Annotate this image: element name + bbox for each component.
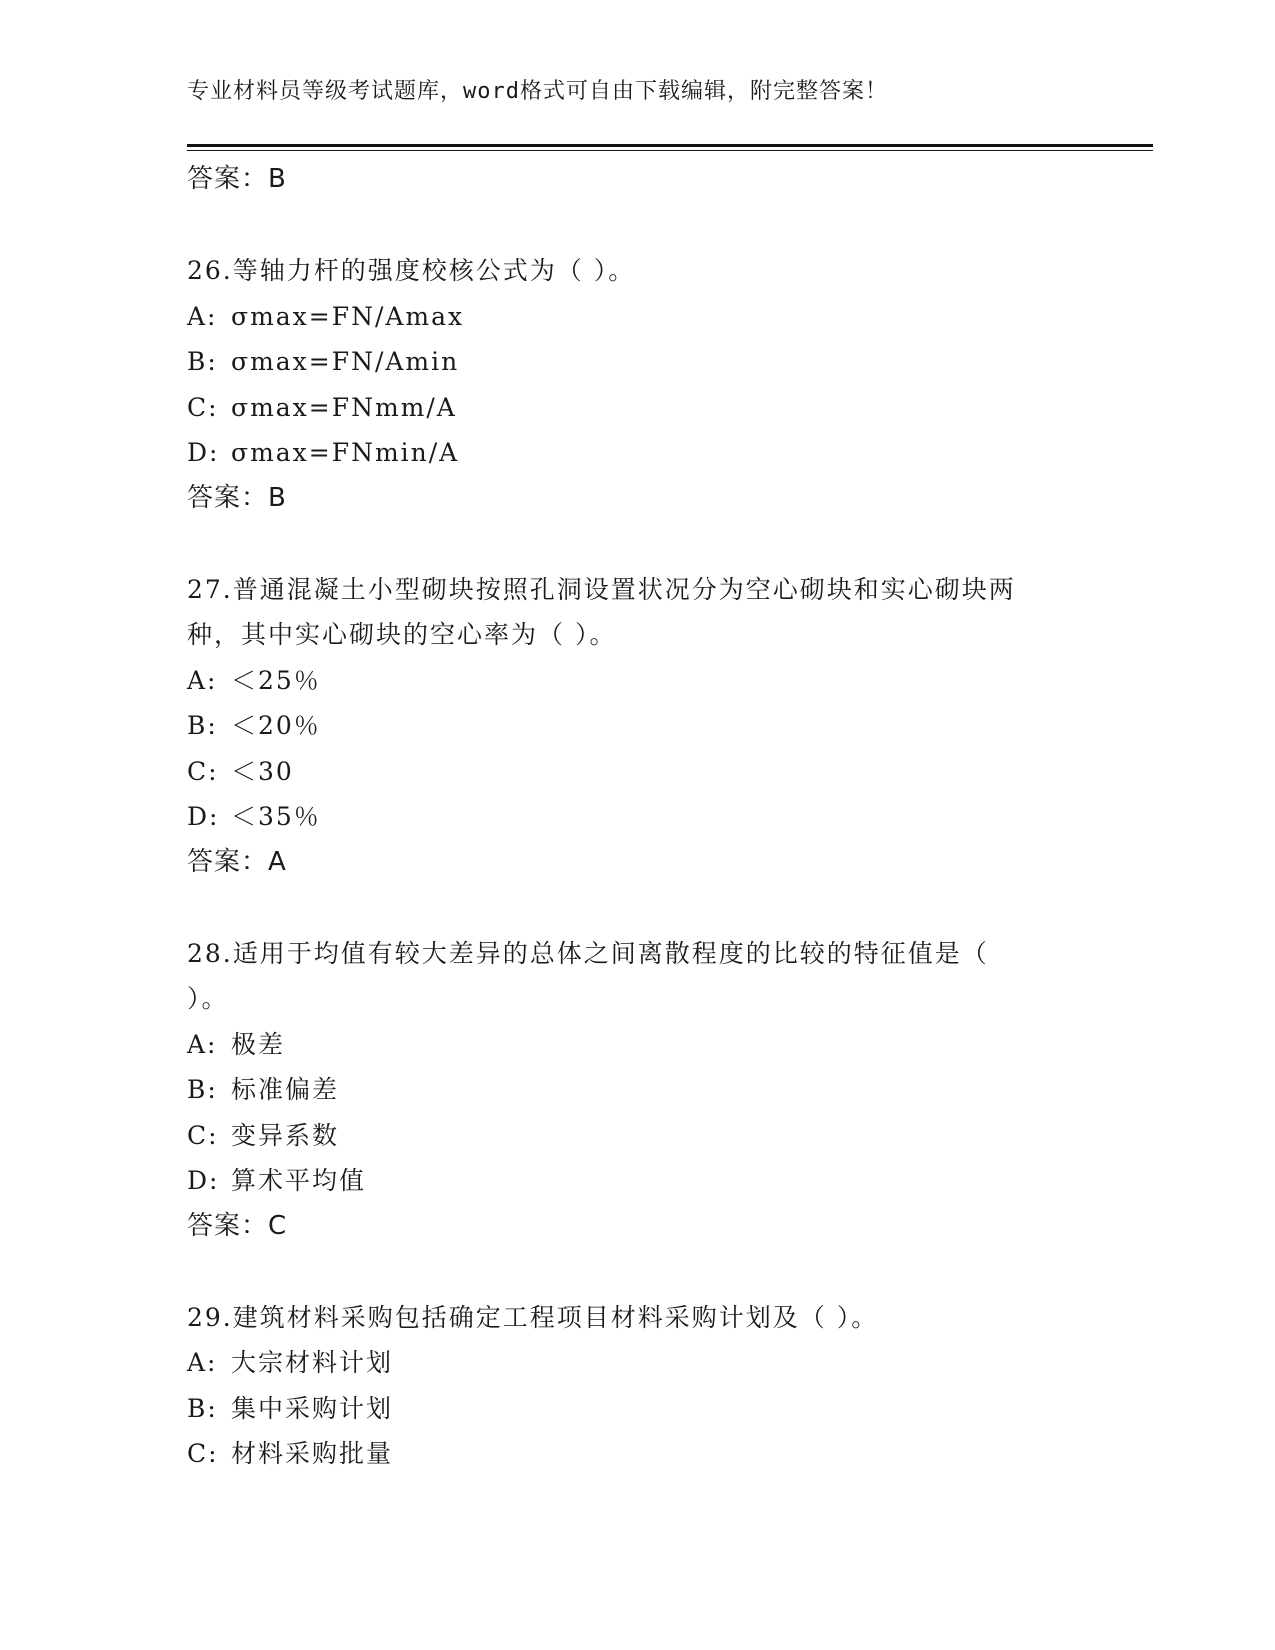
question-stem: 26.等轴力杆的强度校核公式为（ ）。 <box>187 256 636 285</box>
option-text: 变异系数 <box>231 1120 340 1150</box>
header-divider-thin <box>187 150 1153 151</box>
option-text: 大宗材料计划 <box>231 1348 394 1377</box>
question-block <box>187 931 1087 1250</box>
question-stem-continued: 种，其中实心砌块的空心率为（ ）。 <box>187 620 617 649</box>
option-a <box>187 294 1087 340</box>
option-a <box>187 1022 1087 1068</box>
option-label: B: <box>187 347 218 376</box>
option-a <box>187 1340 1087 1386</box>
question-stem: 28.适用于均值有较大差异的总体之间离散程度的比较的特征值是（ <box>187 938 989 968</box>
option-b <box>187 1386 1087 1432</box>
option-label: D: <box>187 802 220 831</box>
question-stem: 29.建筑材料采购包括确定工程项目材料采购计划及（ ）。 <box>187 1302 879 1332</box>
spacer <box>187 203 1087 249</box>
option-text: σmax=FN/Amax <box>231 301 465 331</box>
question-list <box>187 157 1087 1477</box>
answer-line: 答案：C <box>187 1210 288 1241</box>
answer-line: 答案：A <box>187 846 287 877</box>
header-divider-thick <box>187 144 1153 147</box>
option-label: A: <box>187 665 218 695</box>
option-label: B: <box>187 1075 218 1104</box>
option-text: 算术平均值 <box>231 1166 367 1195</box>
option-d <box>187 1158 1087 1204</box>
question-block <box>187 248 1087 521</box>
page-header: 专业材料员等级考试题库，word格式可自由下载编辑，附完整答案！ <box>187 79 888 104</box>
spacer <box>187 521 1087 567</box>
option-b <box>187 1067 1087 1113</box>
option-label: C: <box>187 1439 219 1468</box>
question-stem: 27.普通混凝土小型砌块按照孔洞设置状况分为空心砌块和实心砌块两 <box>187 574 1016 604</box>
option-c <box>187 1431 1087 1477</box>
option-text: σmax=FNmm/A <box>231 392 457 422</box>
question-block <box>187 567 1087 886</box>
option-text: ＜30 <box>231 756 294 786</box>
option-c <box>187 1113 1087 1159</box>
answer-line: 答案：B <box>187 482 287 513</box>
option-text: ＜35％ <box>231 802 321 831</box>
option-text: 极差 <box>231 1029 286 1059</box>
option-text: 材料采购批量 <box>231 1439 394 1468</box>
option-label: B: <box>187 711 218 740</box>
option-text: 集中采购计划 <box>231 1393 394 1423</box>
option-a <box>187 658 1087 704</box>
option-d <box>187 794 1087 840</box>
option-text: ＜20％ <box>231 711 321 740</box>
option-text: σmax=FN/Amin <box>231 347 460 376</box>
option-b <box>187 339 1087 385</box>
option-label: B: <box>187 1393 218 1423</box>
option-label: D: <box>187 438 220 467</box>
option-label: C: <box>187 392 219 422</box>
option-d <box>187 430 1087 476</box>
question-stem-continued: ）。 <box>187 984 229 1013</box>
previous-answer: 答案：B <box>187 164 287 194</box>
option-text: σmax=FNmin/A <box>231 438 460 467</box>
option-label: A: <box>187 1348 218 1377</box>
option-text: 标准偏差 <box>231 1075 340 1104</box>
option-label: A: <box>187 1029 218 1059</box>
option-c <box>187 385 1087 431</box>
option-label: D: <box>187 1166 220 1195</box>
option-b <box>187 703 1087 749</box>
option-label: A: <box>187 301 218 331</box>
spacer <box>187 885 1087 931</box>
option-label: C: <box>187 756 219 786</box>
option-c <box>187 749 1087 795</box>
option-label: C: <box>187 1120 219 1150</box>
question-block <box>187 1295 1087 1477</box>
spacer <box>187 1249 1087 1295</box>
option-text: ＜25％ <box>231 665 321 695</box>
